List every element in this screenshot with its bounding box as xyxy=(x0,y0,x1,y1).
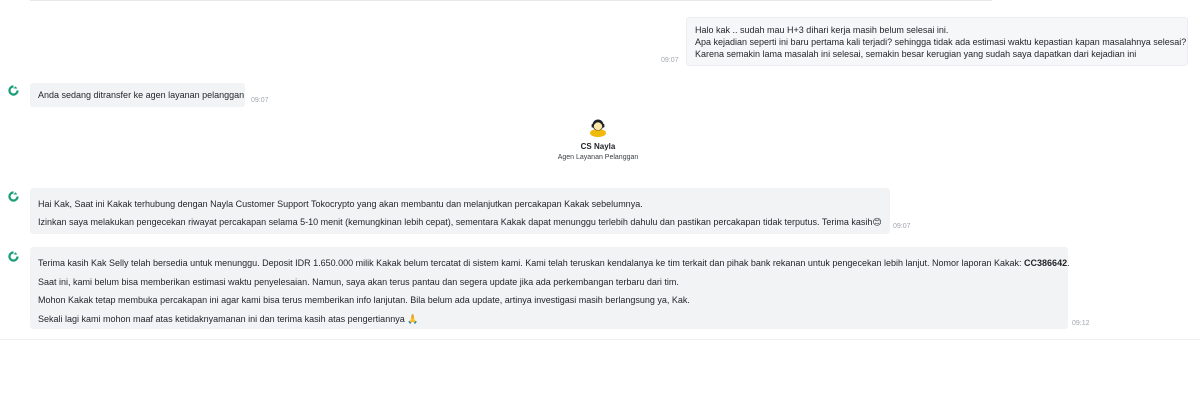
transfer-message-bubble xyxy=(30,83,245,107)
agent-avatar-icon xyxy=(588,117,608,137)
agent-message-2-line-1-end: . xyxy=(1067,258,1070,268)
transfer-message-timestamp: 09:07 xyxy=(251,97,269,104)
bot-logo-icon xyxy=(7,84,20,97)
agent-role: Agen Layanan Pelanggan xyxy=(557,154,639,161)
top-divider xyxy=(30,0,992,1)
agent-message-2-line-1-text: Terima kasih Kak Selly telah bersedia untuk menunggu. Deposit IDR 1.650.000 milik Kakak belum tercatat di sistem kami. Kami telah teruskan kendalanya ke tim terkait dan pihak bank rekanan untuk pengecekan lebih lanjut. Nomor laporan Kakak: xyxy=(38,258,1025,268)
pray-emoji-icon: 🙏 xyxy=(407,313,419,324)
agent-message-1-line-1: Hai Kak, Saat ini Kakak terhubung dengan Nayla Customer Support Tokocrypto yang akan membantu dan melanjutkan percakapan Kakak sebelumnya. xyxy=(38,199,643,209)
transfer-message-text: Anda sedang ditransfer ke agen layanan pelanggan xyxy=(38,90,245,100)
bot-logo-icon xyxy=(7,190,20,203)
user-message-line-3: Karena semakin lama masalah ini selesai, semakin besar kerugian yang sudah saya dapatkan dari kejadian ini xyxy=(695,49,1137,59)
agent-name: CS Nayla xyxy=(580,142,616,151)
agent-message-1-bubble xyxy=(30,188,890,234)
agent-message-2-bubble xyxy=(30,247,1068,329)
smile-emoji-icon: 😊 xyxy=(872,217,882,227)
user-message-line-2: Apa kejadian seperti ini baru pertama kali terjadi? sehingga tidak ada estimasi waktu kepastian kapan masalahnya selesai? xyxy=(695,37,1187,47)
report-number: CC386642 xyxy=(1024,258,1068,268)
user-message-line-1: Halo kak .. sudah mau H+3 dihari kerja masih belum selesai ini. xyxy=(695,25,949,35)
agent-message-2-line-4-text: Sekali lagi kami mohon maaf atas ketidaknyamanan ini dan terima kasih atas pengertiannya xyxy=(38,313,405,324)
user-message-bubble xyxy=(686,17,1188,66)
agent-message-2-line-3: Mohon Kakak tetap membuka percakapan ini agar kami bisa terus memberikan info lanjutan. Bila belum ada update, artinya investigasi masih berlangsung ya, Kak. xyxy=(38,295,690,305)
agent-message-1-line-2 xyxy=(38,213,882,231)
user-message-timestamp: 09:07 xyxy=(661,57,679,64)
agent-message-2-timestamp: 09:12 xyxy=(1072,320,1090,327)
agent-message-1-line-2-text: Izinkan saya melakukan pengecekan riwayat percakapan selama 5-10 menit (kemungkinan lebih cepat), sementara Kakak dapat menunggu terlebih dahulu dan pastikan percakapan tidak terputus. Terima kasih xyxy=(38,217,873,227)
agent-info xyxy=(540,117,656,163)
bot-logo-icon xyxy=(7,250,20,263)
agent-message-2-line-1 xyxy=(38,254,1070,273)
agent-message-2-line-2: Saat ini, kami belum bisa memberikan estimasi waktu penyelesaian. Namun, saya akan terus pantau dan segera update jika ada perkembangan terbaru dari tim. xyxy=(38,276,679,287)
agent-message-1-timestamp: 09:07 xyxy=(893,223,911,230)
bottom-divider xyxy=(0,339,1200,340)
agent-message-2-line-4 xyxy=(38,310,1060,329)
